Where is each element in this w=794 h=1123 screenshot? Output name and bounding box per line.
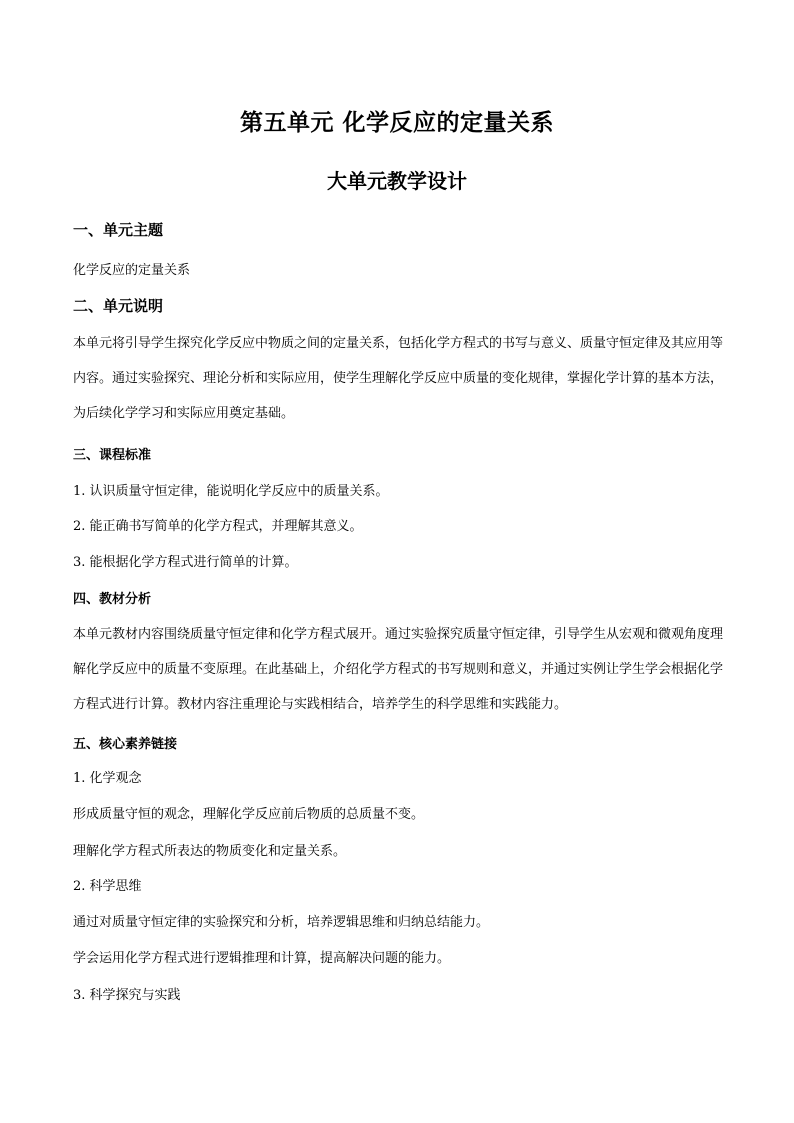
section-heading-standards: 三、课程标准 <box>73 448 152 463</box>
standard-item <box>73 480 389 499</box>
theme-text: 化学反应的定量关系 <box>73 263 191 278</box>
description-paragraph: 本单元将引导学生探究化学反应中物质之间的定量关系，包括化学方程式的书写与意义、质量守恒定律及其应用等内容。通过实验探究、理论分析和实际应用，使学生理解化学反应中质量的变化规律，掌握化学计算的基本方法，为后续化学学习和实际应用奠定基础。 <box>73 336 724 421</box>
literacy-subheading-number: 3. <box>73 988 86 1003</box>
document-subtitle: 大单元教学设计 <box>327 169 467 193</box>
section-heading-description: 二、单元说明 <box>73 297 164 315</box>
literacy-subheading-title: 科学探究与实践 <box>89 988 181 1003</box>
section-heading-theme: 一、单元主题 <box>73 221 164 239</box>
standard-item-text: 认识质量守恒定律，能说明化学反应中的质量关系。 <box>89 484 389 499</box>
literacy-subheading-number: 2. <box>73 879 86 894</box>
standard-item <box>73 515 363 534</box>
materials-paragraph: 本单元教材内容围绕质量守恒定律和化学方程式展开。通过实验探究质量守恒定律，引导学生从宏观和微观角度理解化学反应中的质量不变原理。在此基础上，介绍化学方程式的书写规则和意义，并通过实例让学生学会根据化学方程式进行计算。教材内容注重理论与实践相结合，培养学生的科学思维和实践能力。 <box>73 627 724 712</box>
literacy-line: 学会运用化学方程式进行逻辑推理和计算，提高解决问题的能力。 <box>73 951 451 966</box>
standard-item-number: 2. <box>73 519 86 534</box>
section-heading-materials: 四、教材分析 <box>73 592 152 607</box>
literacy-subheading-number: 1. <box>73 771 86 786</box>
literacy-subheading-title: 化学观念 <box>89 771 142 786</box>
literacy-subheading <box>73 984 181 1003</box>
standard-item-number: 1. <box>73 484 86 499</box>
standard-item <box>73 551 298 570</box>
literacy-line: 通过对质量守恒定律的实验探究和分析，培养逻辑思维和归纳总结能力。 <box>73 915 490 930</box>
literacy-line: 形成质量守恒的观念，理解化学反应前后物质的总质量不变。 <box>73 807 425 822</box>
literacy-subheading-title: 科学思维 <box>89 879 142 894</box>
literacy-subheading <box>73 767 142 786</box>
document-title: 第五单元 化学反应的定量关系 <box>239 110 554 136</box>
standard-item-text: 能正确书写简单的化学方程式，并理解其意义。 <box>89 519 363 534</box>
literacy-subheading <box>73 875 142 894</box>
standard-item-text: 能根据化学方程式进行简单的计算。 <box>89 555 298 570</box>
section-heading-literacy: 五、核心素养链接 <box>73 737 178 752</box>
standard-item-number: 3. <box>73 555 86 570</box>
literacy-line: 理解化学方程式所表达的物质变化和定量关系。 <box>73 844 347 859</box>
